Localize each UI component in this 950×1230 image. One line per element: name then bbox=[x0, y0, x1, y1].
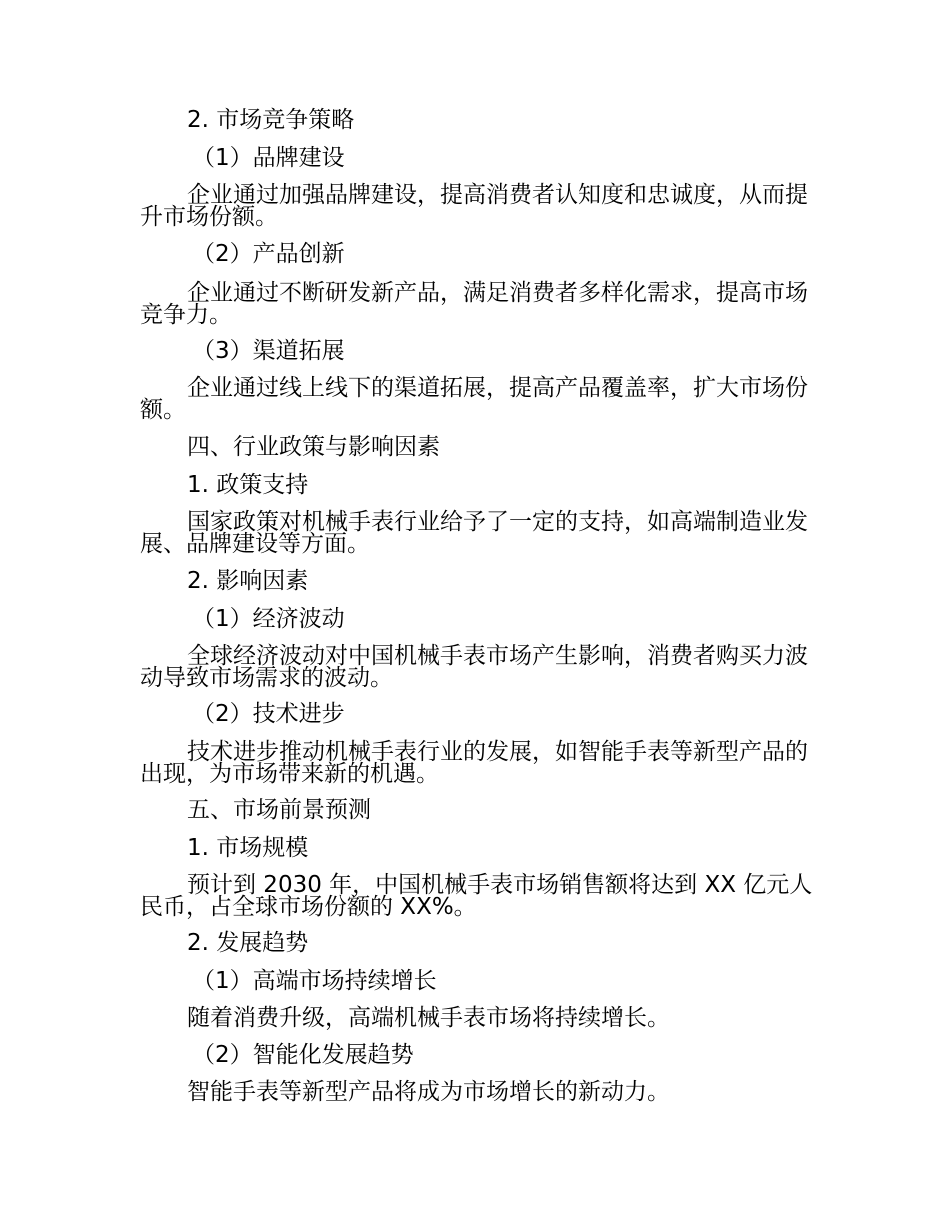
paragraph: 技术进步推动机械手表行业的发展，如智能手表等新型产品的出现，为市场带来新的机遇。 bbox=[140, 739, 808, 787]
paragraph: 全球经济波动对中国机械手表市场产生影响，消费者购买力波动导致市场需求的波动。 bbox=[140, 643, 808, 691]
section-heading: 1. 政策支持 bbox=[187, 472, 309, 498]
paragraph: 随着消费升级，高端机械手表市场将持续增长。 bbox=[187, 1005, 670, 1031]
chapter-heading: 四、行业政策与影响因素 bbox=[187, 434, 440, 460]
subsection-heading: （2）智能化发展趋势 bbox=[192, 1042, 414, 1068]
subsection-heading: （1）高端市场持续增长 bbox=[192, 968, 437, 994]
subsection-heading: （2）技术进步 bbox=[192, 701, 345, 727]
paragraph: 企业通过线上线下的渠道拓展，提高产品覆盖率，扩大市场份额。 bbox=[140, 375, 808, 423]
subsection-heading: （3）渠道拓展 bbox=[192, 338, 345, 364]
section-heading: 2. 市场竞争策略 bbox=[187, 107, 355, 133]
paragraph: 企业通过不断研发新产品，满足消费者多样化需求，提高市场竞争力。 bbox=[140, 280, 808, 328]
paragraph: 智能手表等新型产品将成为市场增长的新动力。 bbox=[187, 1079, 670, 1105]
paragraph: 国家政策对机械手表行业给予了一定的支持，如高端制造业发展、品牌建设等方面。 bbox=[140, 509, 808, 557]
paragraph: 预计到 2030 年，中国机械手表市场销售额将达到 XX 亿元人民币，占全球市场份额的 XX%。 bbox=[140, 872, 813, 920]
subsection-heading: （1）经济波动 bbox=[192, 606, 345, 632]
subsection-heading: （1）品牌建设 bbox=[192, 145, 345, 171]
chapter-heading: 五、市场前景预测 bbox=[187, 797, 371, 823]
section-heading: 1. 市场规模 bbox=[187, 835, 309, 861]
paragraph: 企业通过加强品牌建设，提高消费者认知度和忠诚度，从而提升市场份额。 bbox=[140, 182, 808, 230]
section-heading: 2. 影响因素 bbox=[187, 568, 309, 594]
subsection-heading: （2）产品创新 bbox=[192, 241, 345, 267]
section-heading: 2. 发展趋势 bbox=[187, 930, 309, 956]
